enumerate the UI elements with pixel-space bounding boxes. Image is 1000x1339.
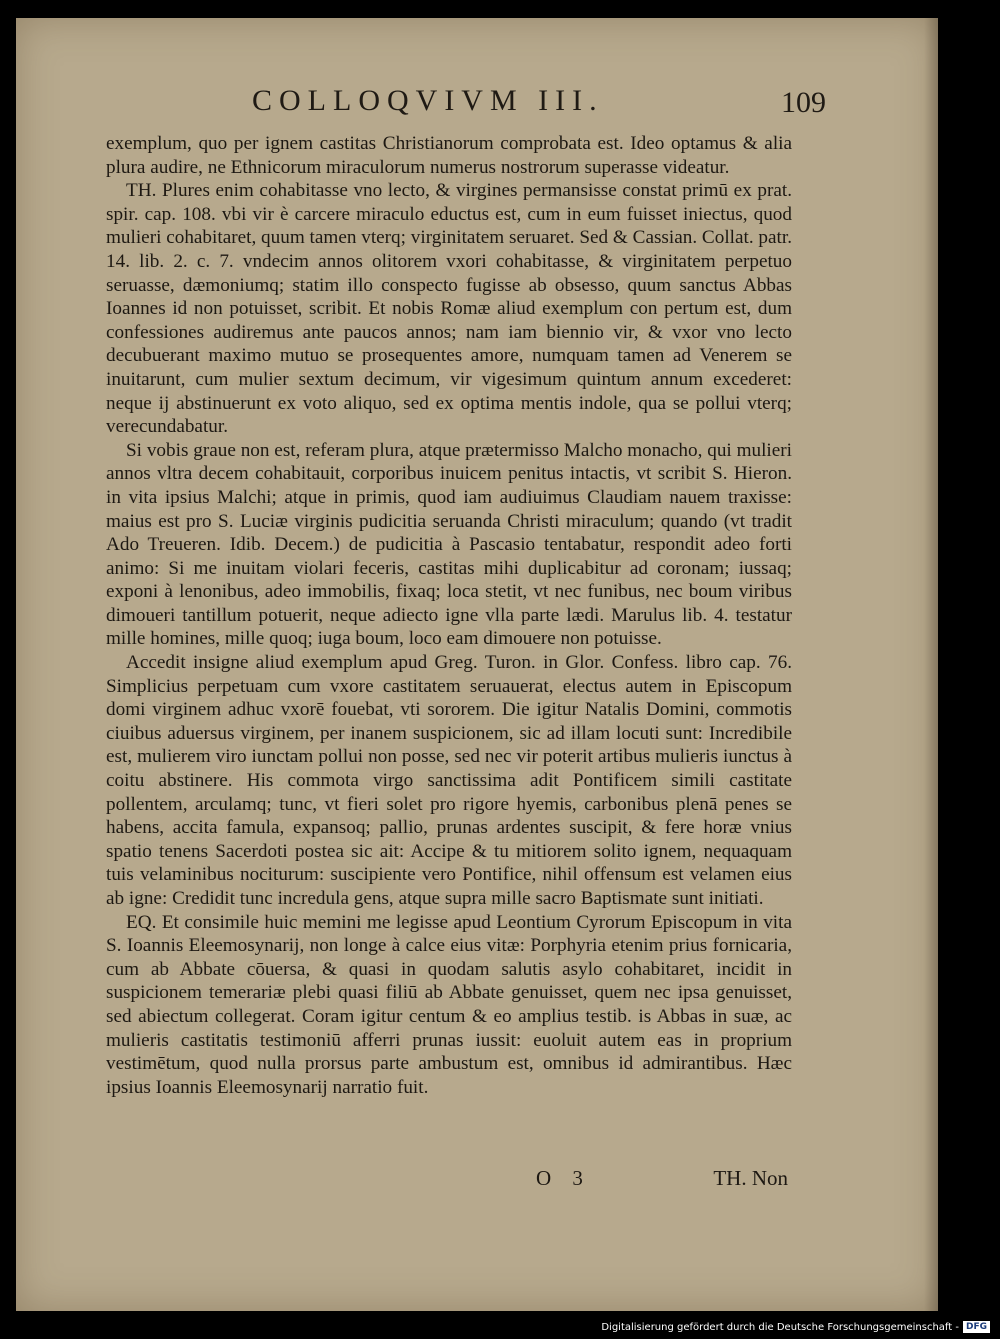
paragraph: TH. Plures enim cohabitasse vno lecto, & virgines permansisse constat primū ex prat. spir. cap. 108. vbi vir è carcere miraculo eductus est, cum in eum fuisset iniectus, quod mulieri cohabitaret, quum tamen vterq; virginitatem seruaret. Sed & Cassian. Collat. patr. 14. lib. 2. c. 7. vndecim annos olitorem vxori cohabitasse, & virginitatem perpetuo seruasse, dæmoniumq; statim illo conspecto fugisse ab obsesso, quum sanctus Abbas Ioannes id non potuisset, scribit. Et nobis Romæ aliud exemplum con pertum est, dum confessiones audiremus ante paucos annos; nam iam biennio vir, & vxor vno lecto decubuerant maximo mutuo se prosequentes amore, numquam tamen ad Venerem se inuitarunt, cum mulier sextum decimum, vir vigesimum quintum annum excederet: neque ij abstinuerunt ex voto aliquo, sed ex optima mentis indole, qua se pollui vterq; verecundabatur. (106, 180, 792, 438)
credit-text: Digitalisierung gefördert durch die Deutsche Forschungsgemeinschaft - (601, 1321, 959, 1333)
catchword: TH. Non (713, 1166, 788, 1190)
paragraph: Accedit insigne aliud exemplum apud Greg. Turon. in Glor. Confess. libro cap. 76. Simplicius perpetuam cum vxore castitatem seruauerat, electus autem in Episcopum domi virginem adhuc vxorē fouebat, vti sororem. Die igitur Natalis Domini, commotis ciuibus aduersus virginem, per inanem suspicionem, sic ad illam locuti sunt: Incredibile est, mulierem viro iunctam pollui non posse, sed nec vir poterit artibus mulieris iunctus à coitu abstinere. His commota virgo sanctissima adit Pontificem simili castitate pollentem, arculamq; tunc, vt fieri solet pro rigore hyemis, carbonibus plenā penes se habens, accita famula, expansoq; pallio, prunas ardentes suscipit, & fere horæ vnius spatio tenens Sacerdoti postea sic ait: Accipe & tu mitiorem solito ignem, nequaquam tuis velaminibus nociturum: suscipiente vero Pontifice, nihil offensum est velamen eius ab igne: Credidit tunc incredula gens, atque supra mille sacro Baptismate sunt initiati. (106, 652, 792, 909)
signature-mark: O 3 (536, 1166, 591, 1190)
running-title: COLLOQVIVM III. (252, 84, 604, 117)
page-number: 109 (781, 86, 826, 119)
book-page (16, 18, 938, 1311)
digitization-credit (601, 1321, 990, 1333)
paragraph: Si vobis graue non est, referam plura, atque prætermisso Malcho monacho, qui mulieri annos vltra decem cohabitauit, corporibus inuicem penitus intactis, vt scribit S. Hieron. in vita ipsius Malchi; atque in primis, quod iam audiuimus Claudiam nauem traxisse: maius est pro S. Luciæ virginis pudicitia seruanda Christi miraculum; quando (vt tradit Ado Treueren. Idib. Decem.) de pudicitia à Pascasio tentabatur, respondit adeo forti animo: Si me inuitam violari feceris, castitas mihi duplicabitur ad coronam; iussaq; exponi à lenonibus, adeo immobilis, fixaq; loca stetit, vt nec funibus, nec boum viribus dimoueri tantillum potuerit, neque adiecto igne vlla parte lædi. Marulus lib. 4. testatur mille homines, mille quoq; iuga boum, loco eam dimouere non potuisse. (106, 439, 792, 650)
paragraph: exemplum, quo per ignem castitas Christianorum comprobata est. Ideo optamus & alia plura audire, ne Ethnicorum miraculorum numerus nostrorum superasse videatur. (106, 133, 792, 178)
body-text (106, 132, 792, 1099)
paragraph: EQ. Et consimile huic memini me legisse apud Leontium Cyrorum Episcopum in vita S. Ioannis Eleemosynarij, non longe à calce eius vitæ: Porphyria etenim prius fornicaria, cum ab Abbate cōuersa, & quasi in quodam salutis asylo cohabitaret, incidit in suspicionem temerariæ plebi quasi filiū ab Abbate genuisset, quem nec ipsa genuisset, sed abiectum collegerat. Coram igitur centum & eo amplius testib. is Abbas in suæ, ac mulieris castitatis testimoniū afferri prunas iussit: euoluit autem eas in proprium vestimētum, quod nulla prorsus parte ambustum est, omnibus id admirantibus. Hæc ipsius Ioannis Eleemosynarij narratio fuit. (106, 911, 792, 1098)
page-header (16, 84, 938, 124)
dfg-logo: DFG (963, 1321, 990, 1333)
